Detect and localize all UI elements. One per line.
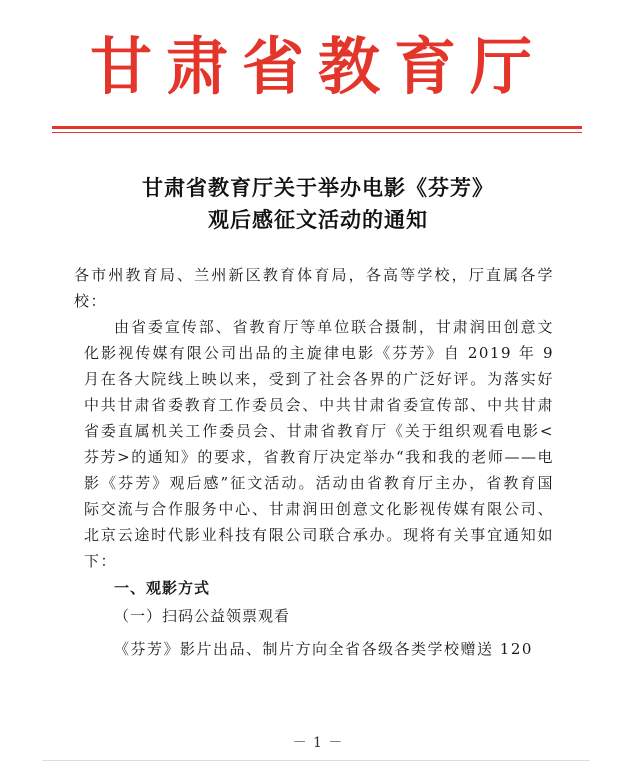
masthead-rule-thin bbox=[52, 132, 582, 133]
footer-rule bbox=[42, 760, 590, 761]
masthead-rule-thick bbox=[52, 126, 582, 129]
masthead-title: 甘肃省教育厅 bbox=[89, 30, 546, 103]
section-heading-1: 一、观影方式 bbox=[114, 579, 211, 597]
paragraph-intro: 由省委宣传部、省教育厅等单位联合摄制，甘肃润田创意文化影视传媒有限公司出品的主旋律电影《芬芳》自 2019 年 9 月在各大院线上映以来，受到了社会各界的广泛好评。为落实好中共甘肃省委教育工作委员会、中共甘肃省委宣传部、中共甘肃省委直属机关工作委员会、甘肃省教育厅《关于组织观看电影<芬芳>的通知》的要求，省教育厅决定举办“我和我的老师——电影《芬芳》观后感”征文活动。活动由省教育厅主办，省教育国际交流与合作服务中心、甘肃润田创意文化影视传媒有限公司、北京云途时代影业科技有限公司联合承办。现将有关事宜通知如下： bbox=[84, 318, 554, 570]
paragraph-tickets: 《芬芳》影片出品、制片方向全省各级各类学校赠送 120 bbox=[114, 640, 533, 658]
document-title-line1: 甘肃省教育厅关于举办电影《芬芳》 bbox=[142, 175, 494, 200]
document-body bbox=[74, 262, 554, 662]
document-title-line2: 观后感征文活动的通知 bbox=[208, 207, 428, 232]
addressee: 各市州教育局、兰州新区教育体育局，各高等学校，厅直属各学校： bbox=[74, 266, 554, 310]
subsection-heading-1: （一）扫码公益领票观看 bbox=[114, 607, 291, 625]
page-number: － 1 － bbox=[292, 735, 344, 751]
